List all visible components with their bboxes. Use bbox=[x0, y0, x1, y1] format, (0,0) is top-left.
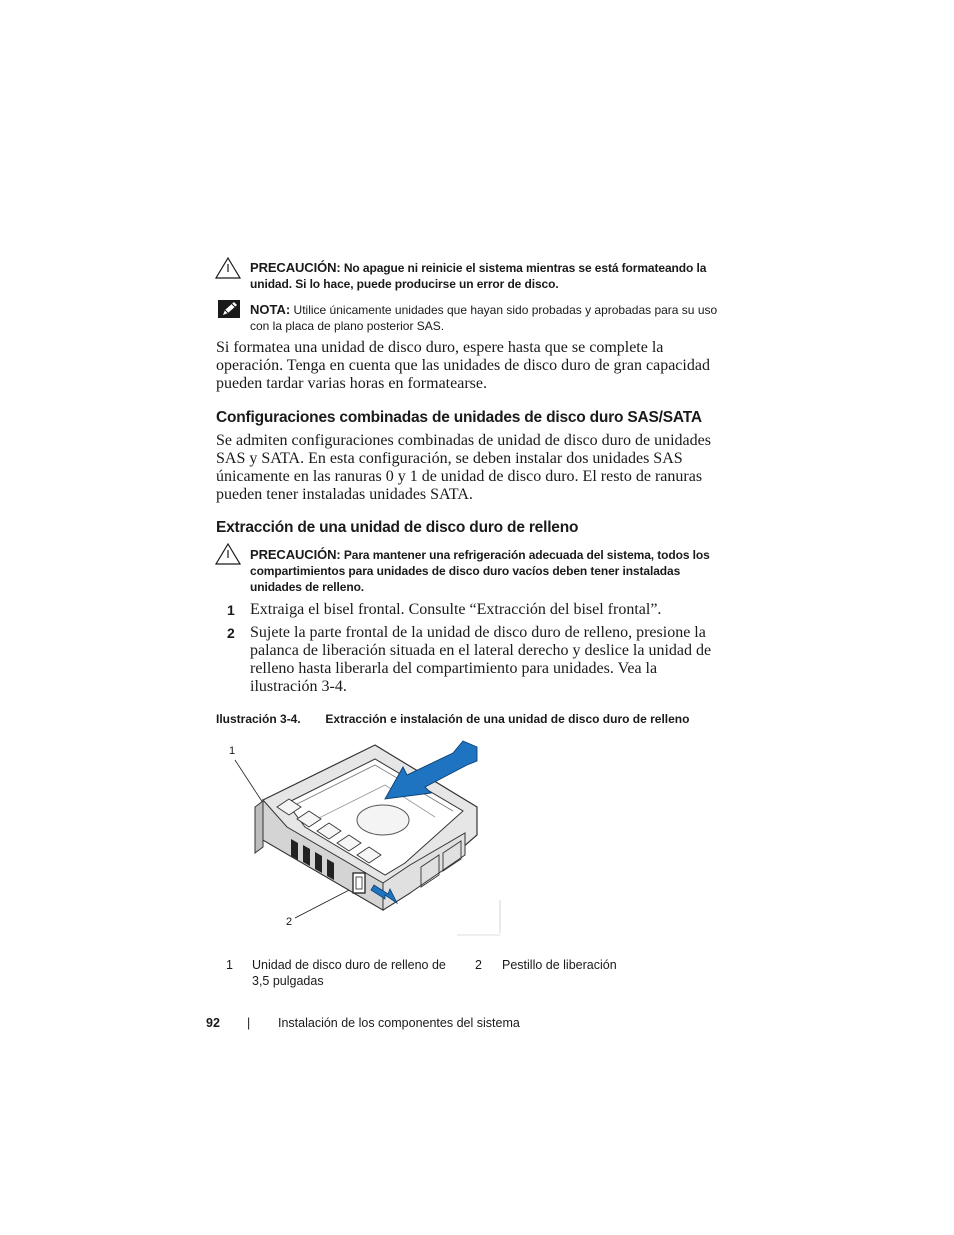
note-text: Utilice únicamente unidades que hayan sido probadas y aprobadas para su uso con la placa de plano posterior SAS. bbox=[250, 303, 718, 333]
caution-lead: PRECAUCIÓN: bbox=[250, 547, 341, 562]
figure-label: Ilustración 3-4. bbox=[216, 712, 301, 726]
legend-item-number: 1 bbox=[226, 958, 233, 972]
caution-lead: PRECAUCIÓN: bbox=[250, 260, 341, 275]
note-sas-drives bbox=[250, 302, 720, 334]
step-text: Extraiga el bisel frontal. Consulte “Extracción del bisel frontal”. bbox=[250, 601, 662, 618]
hard-drive-blank-illustration bbox=[225, 735, 510, 940]
note-pencil-icon bbox=[217, 299, 241, 319]
paragraph-mixed-config: Se admiten configuraciones combinadas de unidad de disco duro de unidades SAS y SATA. En esta configuración, se deben instalar dos unidades SAS únicamente en las ranuras 0 y 1 de unidad de disco duro. El resto de ranuras pueden tener instaladas unidades SATA. bbox=[216, 432, 711, 503]
footer-separator: | bbox=[247, 1016, 251, 1030]
note-lead: NOTA: bbox=[250, 302, 291, 317]
legend-item-text: Pestillo de liberación bbox=[502, 958, 617, 972]
footer-section-title: Instalación de los componentes del sistema bbox=[278, 1016, 520, 1030]
caution-notice-formatting bbox=[250, 260, 720, 292]
caution-text: No apague ni reinicie el sistema mientras se está formateando la unidad. Si lo hace, puede producirse un error de disco. bbox=[250, 261, 707, 291]
paragraph-formatting: Si formatea una unidad de disco duro, espere hasta que se complete la operación. Tenga en cuenta que las unidades de disco duro de gran capacidad pueden tardar varias horas en formatearse. bbox=[216, 339, 710, 392]
section-heading-blank-removal: Extracción de una unidad de disco duro de relleno bbox=[216, 519, 579, 536]
section-heading-sas-sata: Configuraciones combinadas de unidades de disco duro SAS/SATA bbox=[216, 409, 702, 426]
caution-triangle-icon bbox=[215, 543, 241, 565]
legend-item-text: Unidad de disco duro de relleno de 3,5 pulgadas bbox=[252, 958, 446, 988]
page-number: 92 bbox=[206, 1016, 220, 1030]
step-number: 1 bbox=[227, 602, 235, 618]
figure-caption bbox=[216, 711, 736, 727]
legend-item-number: 2 bbox=[475, 958, 482, 972]
callout-number: 1 bbox=[229, 745, 236, 757]
step-text: Sujete la parte frontal de la unidad de disco duro de relleno, presione la palanca de liberación situada en el lateral derecho y deslice la unidad de relleno hasta liberarla del compartimiento para unidades. Vea la ilustración 3-4. bbox=[250, 624, 712, 695]
callout-number: 2 bbox=[286, 916, 293, 928]
caution-text: Para mantener una refrigeración adecuada del sistema, todos los compartimientos para unidades de disco duro vacíos deben tener instaladas unidades de relleno. bbox=[250, 548, 710, 594]
caution-triangle-icon bbox=[215, 257, 241, 279]
figure-title: Extracción e instalación de una unidad de disco duro de relleno bbox=[325, 712, 690, 726]
step-number: 2 bbox=[227, 625, 235, 641]
caution-notice-cooling bbox=[250, 547, 720, 595]
